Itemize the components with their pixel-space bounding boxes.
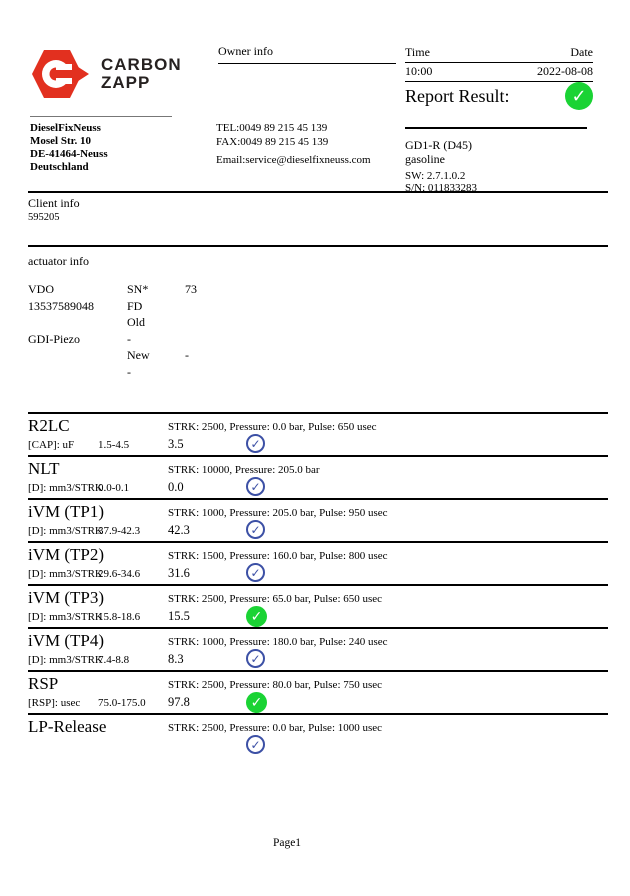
test-row-ivm-tp2: [28, 541, 608, 584]
owner-tel: TEL:0049 89 215 45 139: [216, 122, 328, 134]
pass-check-icon: [246, 477, 265, 496]
test-title: iVM (TP1): [28, 502, 105, 521]
test-unit-label: [D]: mm3/STRK: [28, 654, 103, 666]
report-result-label: Report Result:: [405, 85, 510, 106]
machine-serial-number: S/N: 011833283: [405, 182, 478, 194]
actuator-cell: [185, 364, 275, 381]
test-unit-label: [D]: mm3/STRK: [28, 611, 103, 623]
test-title: iVM (TP3): [28, 588, 105, 607]
test-title: LP-Release: [28, 717, 107, 736]
test-row-nlt: [28, 455, 608, 498]
test-parameters: STRK: 1000, Pressure: 205.0 bar, Pulse: 950 usec: [168, 507, 388, 519]
client-number: 595205: [28, 212, 60, 223]
test-parameters: STRK: 1500, Pressure: 160.0 bar, Pulse: 800 usec: [168, 550, 388, 562]
actuator-cell: 13537589048: [28, 298, 94, 313]
test-range: 75.0-175.0: [98, 697, 146, 709]
section-divider: [28, 245, 608, 247]
test-parameters: STRK: 10000, Pressure: 205.0 bar: [168, 464, 320, 476]
pass-check-icon: [246, 692, 267, 713]
test-value: 42.3: [168, 523, 190, 537]
test-value: 0.0: [168, 480, 184, 494]
test-range: 37.9-42.3: [98, 525, 141, 537]
test-range: 0.0-0.1: [98, 482, 130, 494]
test-title: R2LC: [28, 416, 70, 435]
test-unit-label: [RSP]: usec: [28, 697, 81, 709]
actuator-cell: New: [127, 348, 150, 362]
pass-check-icon: [246, 434, 265, 453]
test-title: RSP: [28, 674, 59, 693]
test-parameters: STRK: 2500, Pressure: 0.0 bar, Pulse: 650 usec: [168, 421, 377, 433]
owner-name: DieselFixNeuss: [30, 122, 101, 134]
actuator-cell: [28, 347, 127, 364]
owner-country: Deutschland: [30, 161, 89, 173]
test-unit-label: [CAP]: uF: [28, 439, 75, 451]
owner-fax: FAX:0049 89 215 45 139: [216, 136, 329, 148]
owner-info-heading: Owner info: [218, 44, 396, 64]
actuator-cell: SN*: [127, 282, 149, 296]
owner-contact-block: [216, 121, 371, 167]
pass-check-icon: [246, 563, 265, 582]
test-title: NLT: [28, 459, 60, 478]
pass-check-icon: [246, 606, 267, 627]
actuator-cell: VDO: [28, 282, 54, 296]
actuator-cell: [28, 364, 127, 381]
test-value: 97.8: [168, 695, 190, 709]
page-number: Page1: [272, 837, 302, 849]
report-result-check-icon: [565, 82, 593, 110]
machine-software-version: SW: 2.7.1.0.2: [405, 170, 466, 182]
pass-check-icon: [246, 520, 265, 539]
test-unit-label: [D]: mm3/STRK: [28, 482, 103, 494]
actuator-cell: -: [127, 331, 131, 346]
carbon-zapp-logo-icon: [30, 47, 92, 101]
test-title: iVM (TP4): [28, 631, 105, 650]
test-parameters: STRK: 1000, Pressure: 180.0 bar, Pulse: 240 usec: [168, 636, 388, 648]
test-parameters: STRK: 2500, Pressure: 0.0 bar, Pulse: 1000 usec: [168, 722, 383, 734]
actuator-cell: [185, 314, 275, 331]
pass-check-icon: [246, 735, 265, 754]
section-divider: [28, 191, 608, 193]
test-unit-label: [D]: mm3/STRK: [28, 525, 103, 537]
test-row-ivm-tp3: [28, 584, 608, 627]
time-date-block: [405, 44, 593, 82]
test-row-lp-release: [28, 713, 608, 756]
carbon-zapp-logo: [30, 47, 182, 101]
test-range: 29.6-34.6: [98, 568, 141, 580]
time-value: 10:00: [405, 64, 433, 78]
actuator-cell: [28, 314, 127, 331]
logo-text-line2: ZAPP: [101, 73, 151, 92]
date-label: Date: [570, 45, 593, 59]
actuator-cell: 73: [185, 282, 197, 296]
time-label: Time: [405, 45, 430, 59]
owner-street: Mosel Str. 10: [30, 135, 92, 147]
test-parameters: STRK: 2500, Pressure: 65.0 bar, Pulse: 650 usec: [168, 593, 383, 605]
test-parameters: STRK: 2500, Pressure: 80.0 bar, Pulse: 750 usec: [168, 679, 383, 691]
machine-fuel: gasoline: [405, 152, 445, 166]
test-value: 8.3: [168, 652, 184, 666]
test-results-table: [28, 412, 608, 756]
actuator-info-grid: [28, 281, 275, 380]
test-range: 1.5-4.5: [98, 439, 130, 451]
test-value: 3.5: [168, 437, 184, 451]
actuator-cell: GDI-Piezo: [28, 331, 80, 346]
actuator-cell: Old: [127, 315, 145, 329]
client-info-heading: Client info: [28, 196, 80, 210]
test-range: 15.8-18.6: [98, 611, 141, 623]
machine-model: GD1-R (D45): [405, 138, 472, 152]
test-row-ivm-tp4: [28, 627, 608, 670]
actuator-cell: -: [185, 348, 189, 362]
test-value: 15.5: [168, 609, 190, 623]
owner-email: Email:service@dieselfixneuss.com: [216, 154, 371, 166]
machine-info-block: [405, 127, 587, 194]
actuator-info-heading: actuator info: [28, 254, 89, 268]
actuator-cell: [185, 331, 275, 348]
test-row-r2lc: [28, 412, 608, 455]
test-title: iVM (TP2): [28, 545, 105, 564]
actuator-cell: FD: [127, 298, 143, 313]
actuator-cell: [185, 298, 275, 315]
date-value: 2022-08-08: [537, 64, 593, 78]
logo-text-line1: CARBON: [101, 55, 182, 74]
test-row-rsp: [28, 670, 608, 713]
report-result: [405, 82, 593, 110]
owner-address-block: [30, 116, 172, 174]
test-row-ivm-tp1: [28, 498, 608, 541]
test-range: 7.4-8.8: [98, 654, 130, 666]
owner-city: DE-41464-Neuss: [30, 148, 108, 160]
pass-check-icon: [246, 649, 265, 668]
test-unit-label: [D]: mm3/STRK: [28, 568, 103, 580]
actuator-cell: -: [127, 364, 131, 379]
test-value: 31.6: [168, 566, 190, 580]
